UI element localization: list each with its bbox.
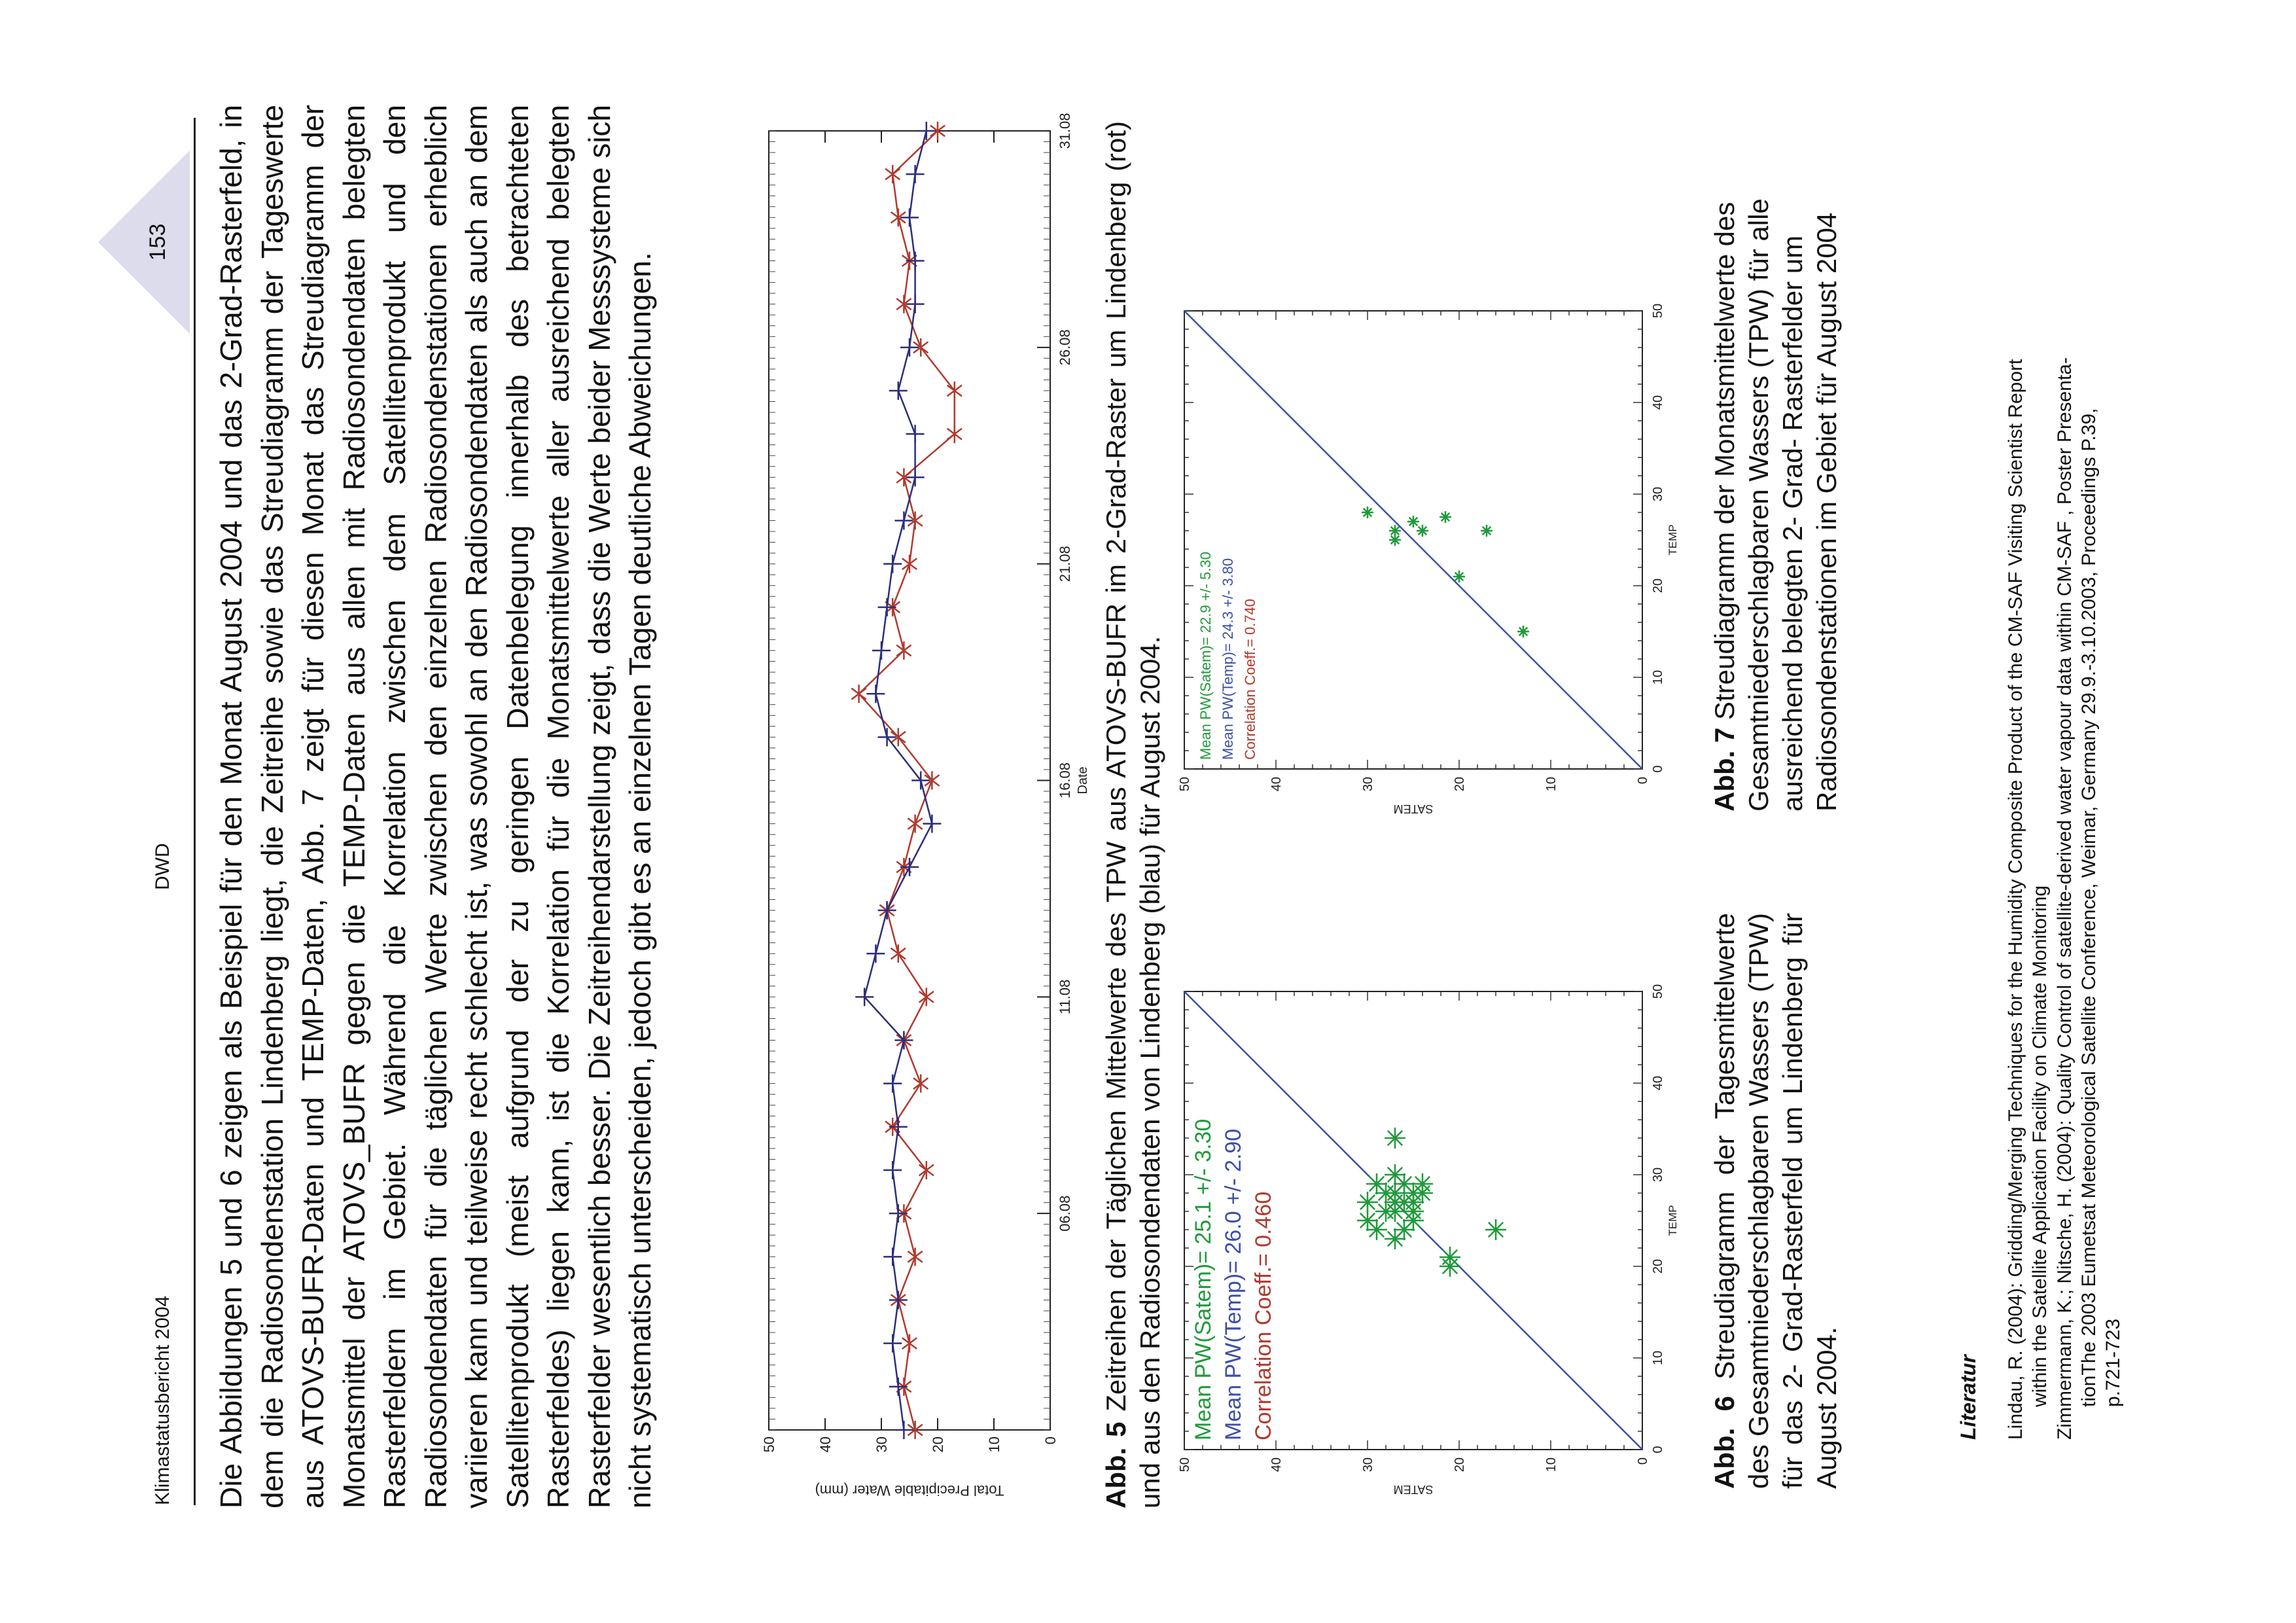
data-point-satellite (885, 165, 900, 183)
y-tick-label: 10 (1544, 777, 1559, 792)
data-point-radiosonde (878, 901, 896, 919)
caption-fig5-label: Abb. 5 (1101, 1421, 1131, 1508)
figure-5-timeseries (749, 113, 1090, 1505)
scatter-point (1366, 1173, 1387, 1194)
x-tick-label: 10 (1651, 669, 1665, 685)
reference-1 (2004, 79, 2052, 1440)
scatter-point (1357, 1210, 1378, 1231)
y-axis-label: Total Precipitable Water (mm) (815, 1482, 1004, 1499)
y-tick-label: 30 (1361, 1457, 1375, 1472)
scatter-point (1357, 1192, 1378, 1213)
x-tick-label: 31.08 (1057, 113, 1073, 149)
caption-fig5-text: Zeitreihen der Täglichen Mittelwerte des TPW aus ATOVS-BUFR im 2-Grad-Raster um Lindenberg (rot) und aus den Radiosondendaten von Lindenberg (blau) für August 2004. (1101, 121, 1165, 1508)
page-corner-triangle (98, 151, 190, 334)
y-tick-label: 20 (930, 1436, 946, 1453)
stats-annotation-3: Correlation Coeff.= 0.740 (1242, 598, 1258, 760)
caption-fig7 (1708, 118, 1844, 812)
x-tick-label: 21.08 (1057, 546, 1073, 582)
data-point-satellite (947, 425, 962, 443)
data-point-satellite (908, 1247, 922, 1266)
scatter-point (1385, 1183, 1405, 1204)
x-tick-label: 30 (1651, 486, 1665, 502)
scatter-point (1385, 1201, 1405, 1222)
y-tick-label: 0 (1042, 1436, 1059, 1445)
y-tick-label: 0 (1636, 777, 1650, 785)
x-axis-label: TEMP (1667, 1205, 1679, 1236)
y-tick-label: 50 (761, 1436, 777, 1453)
data-point-radiosonde (906, 468, 925, 486)
scatter-chart-daily (1171, 913, 1679, 1502)
caption-fig7-label: Abb. 7 (1709, 727, 1740, 812)
body-paragraph: Die Abbildungen 5 und 6 zeigen als Beispiel für den Monat August 2004 und das 2-Grad-Rasterfeld, in dem die Radiosondenstation Lindenberg liegt, die Zeitreihe sowie das Streudiagramm der Tageswerte aus ATOVS-BUFR-Daten und TEMP-Daten, Abb. 7 zeigt für diesen Monat das Streudiagramm der Monatsmittel der ATOVS_BUFR gegen die TEMP-Daten aus allen mit Radiosondendaten belegten Rasterfeldern im Gebiet. Während die Korrelation zwischen dem Satellitenprodukt und den Radiosondendaten für die täglichen Werte zwischen den einzelnen Radiosondenstationen erheblich variieren kann und teilweise recht schlecht ist, was sowohl an den Radiosondendaten als auch an dem Satellitenprodukt (meist aufgrund der zu geringen Datenbelegung innerhalb des betrachteten Rasterfeldes) liegen kann, ist die Korrelation für die Monatsmittelwerte aller ausreichend belegten Rasterfelder wesentlich besser. Die Zeitreihendarstellung zeigt, dass die Werte beider Messsysteme sich nicht systematisch unterscheiden, jedoch gibt es an einzelnen Tagen deutliche Abweichungen. (214, 105, 657, 1508)
y-tick-label: 30 (874, 1436, 890, 1453)
x-tick-label: 06.08 (1057, 1195, 1073, 1232)
scatter-point (1517, 626, 1529, 637)
scatter-point (1412, 1183, 1433, 1204)
stats-annotation-1: Mean PW(Satem)= 22.9 +/- 5.30 (1197, 552, 1214, 760)
caption-fig6-text: Streudiagramm der Tagesmittelwerte des Gesamtniederschlagbaren Wassers (TPW) für das 2- Grad-Rasterfeld um Lindenberg für August 2004. (1709, 912, 1842, 1489)
data-point-satellite (908, 815, 922, 833)
reference-1-line-2: within the Satellite Application Facility on Climate Monitoring (2029, 885, 2051, 1407)
literature-heading: Literatur (1956, 1355, 1980, 1440)
y-axis-label: SATEM (1393, 802, 1434, 815)
data-point-radiosonde (900, 208, 919, 226)
caption-fig7-text: Streudiagramm der Monatsmittelwerte des Gesamtniederschlagbaren Wassers (TPW) für alle ausreichend belegten 2- Grad- Rasterfelder um Radiosondenstationen im Gebiet für August 2004 (1709, 198, 1842, 812)
stats-annotation-3: Correlation Coeff.= 0.460 (1251, 1191, 1276, 1440)
reference-2-line-1: Zimmermann, K.; Nitsche, H. (2004): Quality Control of satellite-derived water vapour data within CM-SAF , Poster Presenta- (2054, 357, 2075, 1440)
scatter-point (1385, 1228, 1405, 1249)
y-tick-label: 30 (1361, 777, 1375, 792)
scatter-point (1481, 525, 1492, 537)
y-axis-label: SATEM (1393, 1483, 1434, 1496)
scatter-point (1407, 516, 1419, 527)
scatter-point (1485, 1219, 1506, 1240)
scatter-point (1439, 1247, 1460, 1268)
header-center: DWD (152, 843, 173, 890)
x-tick-label: 20 (1651, 1258, 1665, 1274)
reference-1-line-1: Lindau, R. (2004): Gridding/Merging Techniques for the Humidity Composite Product of the CM-SAF Visiting Scientist Report (2005, 359, 2026, 1440)
x-axis-label: TEMP (1667, 524, 1679, 556)
caption-fig5 (1099, 121, 1167, 1508)
data-point-radiosonde (889, 1291, 908, 1310)
timeseries-chart (749, 113, 1090, 1505)
data-point-satellite (896, 641, 911, 660)
series-line-satellite (859, 131, 955, 1430)
figure-6-scatter (1171, 913, 1679, 1502)
y-tick-label: 10 (986, 1436, 1002, 1453)
y-tick-label: 10 (1544, 1457, 1559, 1472)
caption-fig6 (1708, 913, 1844, 1489)
figure-7-scatter (1171, 232, 1679, 821)
y-tick-label: 20 (1453, 1457, 1467, 1472)
stats-annotation-1: Mean PW(Satem)= 25.1 +/- 3.30 (1191, 1118, 1216, 1440)
stats-annotation-2: Mean PW(Temp)= 24.3 +/- 3.80 (1220, 558, 1236, 760)
page-number: 153 (145, 223, 170, 261)
x-tick-label: 26.08 (1057, 329, 1073, 366)
reference-2 (2053, 79, 2125, 1440)
data-point-radiosonde (906, 425, 925, 443)
data-point-radiosonde (883, 1334, 902, 1353)
data-point-radiosonde (883, 1075, 902, 1093)
x-tick-label: 0 (1651, 765, 1665, 773)
reference-2-line-3: p.721-723 (2102, 1318, 2124, 1407)
caption-fig6-label: Abb. 6 (1709, 1396, 1740, 1489)
x-tick-label: 40 (1651, 1075, 1665, 1091)
y-tick-label: 0 (1636, 1457, 1650, 1465)
reference-2-line-2: tionThe 2003 Eumetsat Meteorological Satellite Conference, Weimar, Germany 29.9.-3.10.2003, Proceedings P.39, (2078, 408, 2100, 1407)
data-point-radiosonde (906, 165, 925, 183)
x-tick-label: 0 (1651, 1446, 1665, 1454)
data-point-satellite (902, 1334, 917, 1353)
data-point-satellite (902, 555, 917, 573)
x-tick-label: 40 (1651, 395, 1665, 410)
data-point-radiosonde (883, 1247, 902, 1266)
y-tick-label: 40 (1269, 1457, 1284, 1472)
scatter-point (1385, 1128, 1405, 1149)
x-axis-label: Date (1076, 766, 1090, 794)
scatter-point (1362, 507, 1373, 518)
x-tick-label: 50 (1651, 303, 1665, 319)
x-tick-label: 50 (1651, 984, 1665, 999)
data-point-radiosonde (894, 1421, 913, 1439)
y-tick-label: 40 (817, 1436, 834, 1453)
data-point-radiosonde (866, 685, 885, 703)
x-tick-label: 10 (1651, 1350, 1665, 1366)
data-point-radiosonde (872, 641, 891, 660)
data-point-radiosonde (906, 295, 925, 313)
x-tick-label: 11.08 (1057, 979, 1073, 1015)
data-point-radiosonde (866, 944, 885, 963)
x-tick-label: 30 (1651, 1167, 1665, 1183)
stats-annotation-2: Mean PW(Temp)= 26.0 +/- 2.90 (1221, 1128, 1246, 1440)
scatter-chart-monthly (1171, 232, 1679, 821)
y-tick-label: 50 (1178, 777, 1192, 792)
data-point-radiosonde (883, 1161, 902, 1179)
y-tick-label: 40 (1269, 777, 1284, 792)
scatter-point (1403, 1201, 1424, 1222)
data-point-radiosonde (894, 512, 913, 530)
scatter-point (1417, 525, 1428, 537)
data-point-radiosonde (917, 122, 936, 140)
header-left: Klimastatusbericht 2004 (152, 1295, 173, 1505)
data-point-radiosonde (883, 555, 902, 573)
y-tick-label: 20 (1453, 777, 1467, 792)
x-tick-label: 16.08 (1057, 762, 1073, 799)
header-rule (194, 118, 196, 1505)
scatter-point (1439, 511, 1451, 523)
data-point-radiosonde (923, 815, 941, 833)
y-tick-label: 50 (1178, 1457, 1192, 1472)
x-tick-label: 20 (1651, 578, 1665, 594)
data-point-radiosonde (900, 338, 919, 357)
data-point-radiosonde (889, 382, 908, 400)
scatter-point (1385, 1164, 1405, 1185)
